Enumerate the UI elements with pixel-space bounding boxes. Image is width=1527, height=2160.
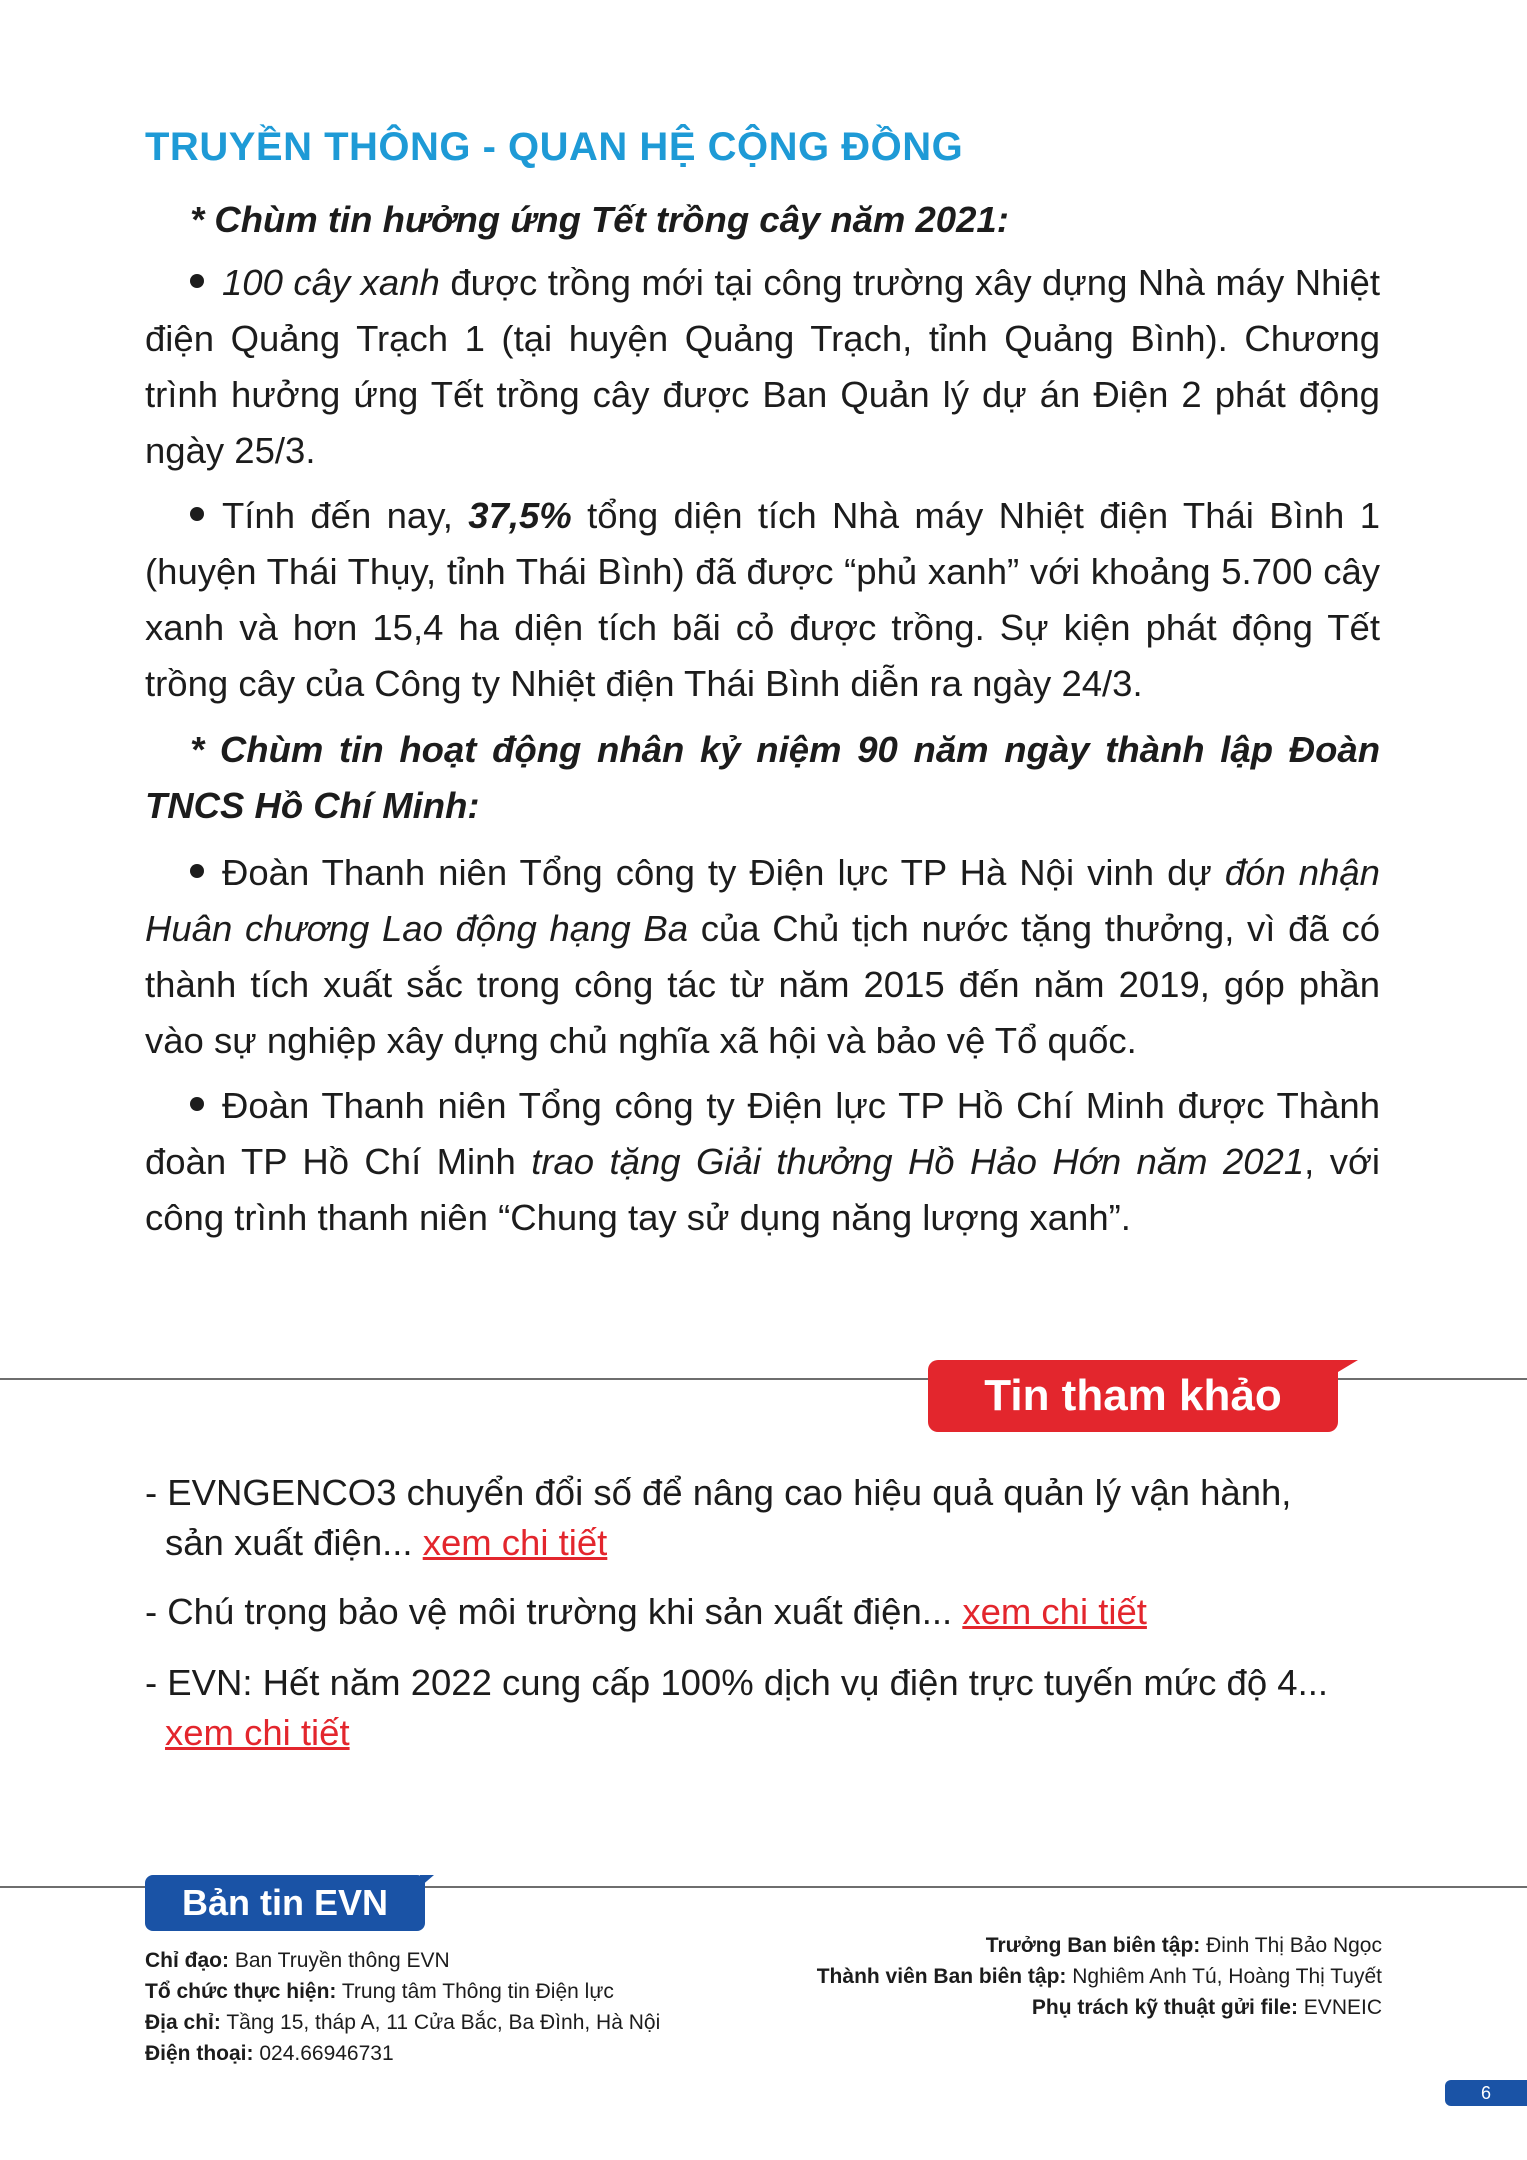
group2-item2 [145, 1078, 1380, 1246]
reference-item-3-text: - EVN: Hết năm 2022 cung cấp 100% dịch vụ điện trực tuyến mức độ 4... [145, 1662, 1329, 1703]
reference-item-2-link[interactable]: xem chi tiết [962, 1591, 1147, 1632]
group1-item1 [145, 255, 1380, 479]
reference-item-1-line1: - EVNGENCO3 chuyển đổi số để nâng cao hiệu quả quản lý vận hành, [145, 1472, 1292, 1513]
group2-item1-text: của Chủ tịch nước tặng thưởng, vì đã có thành tích xuất sắc trong công tác từ năm 2015 đến năm 2019, góp phần vào sự nghiệp xây dựng chủ nghĩa xã hội và bảo vệ Tổ quốc. [145, 908, 1380, 1061]
page-number: 6 [1445, 2080, 1527, 2106]
credit-label: Phụ trách kỹ thuật gửi file: [1031, 1996, 1298, 2019]
group2-item1-emphasis: đón nhận Huân chương Lao động hạng Ba [145, 852, 1380, 949]
credit-value: Đinh Thị Bảo Ngọc [1200, 1934, 1382, 1957]
credit-label: Địa chỉ: [145, 2011, 221, 2034]
credit-label: Chỉ đạo: [145, 1949, 229, 1972]
group2-item2-emphasis: trao tặng Giải thưởng Hồ Hảo Hớn năm 2021 [531, 1141, 1305, 1182]
bullet-icon [190, 864, 204, 878]
credit-value: 024.66946731 [253, 2042, 394, 2065]
group1-item1-text: được trồng mới tại công trường xây dựng Nhà máy Nhiệt điện Quảng Trạch 1 (tại huyện Quảng Trạch, tỉnh Quảng Bình). Chương trình hưởng ứng Tết trồng cây được Ban Quản lý dự án Điện 2 phát động ngày 25/3. [145, 262, 1380, 471]
credit-value: Trung tâm Thông tin Điện lực [336, 1980, 614, 2003]
group2-item2-text: , với công trình thanh niên “Chung tay sử dụng năng lượng xanh”. [145, 1141, 1381, 1238]
credit-label: Trưởng Ban biên tập: [985, 1934, 1201, 1957]
group2-item1-pre: Đoàn Thanh niên Tổng công ty Điện lực TP Hà Nội vinh dự [222, 852, 1225, 893]
group1-heading: * Chùm tin hưởng ứng Tết trồng cây năm 2021: [190, 199, 1009, 240]
credit-label: Thành viên Ban biên tập: [816, 1965, 1067, 1988]
reference-tag: Tin tham khảo [928, 1360, 1338, 1432]
brand-tag: Bản tin EVN [145, 1875, 425, 1931]
group2-item2-pre: Đoàn Thanh niên Tổng công ty Điện lực TP Hồ Chí Minh được Thành đoàn TP Hồ Chí Minh [145, 1085, 1380, 1182]
reference-item-3 [145, 1658, 1385, 1758]
group1-item1-emphasis: 100 cây xanh [222, 262, 440, 303]
reference-item-1-link[interactable]: xem chi tiết [422, 1522, 608, 1563]
reference-item-2 [145, 1587, 1385, 1637]
bullet-icon [190, 274, 204, 288]
footer-right-credits [700, 1930, 1382, 2023]
credit-label: Tổ chức thực hiện: [145, 1980, 337, 2003]
group1-item2-strong: 37,5% [468, 495, 572, 536]
bullet-icon [190, 507, 204, 521]
footer-left-credits [145, 1945, 660, 2069]
group1-item2 [145, 488, 1380, 712]
credit-value: Tầng 15, tháp A, 11 Cửa Bắc, Ba Đình, Hà Nội [220, 2011, 661, 2034]
bullet-icon [190, 1097, 204, 1111]
credit-value: EVNEIC [1297, 1996, 1382, 2019]
reference-item-2-text: - Chú trọng bảo vệ môi trường khi sản xuất điện... [145, 1591, 963, 1632]
reference-item-1-line2: sản xuất điện... [165, 1522, 423, 1563]
group1-item2-text: tổng diện tích Nhà máy Nhiệt điện Thái Bình 1 (huyện Thái Thụy, tỉnh Thái Bình) đã được “phủ xanh” với khoảng 5.700 cây xanh và hơn 15,4 ha diện tích bãi cỏ được trồng. Sự kiện phát động Tết trồng cây của Công ty Nhiệt điện Thái Bình diễn ra ngày 24/3. [145, 495, 1380, 704]
credit-value: Nghiêm Anh Tú, Hoàng Thị Tuyết [1066, 1965, 1382, 1988]
group2-item1 [145, 845, 1380, 1069]
credit-value: Ban Truyền thông EVN [229, 1949, 450, 1972]
group1-item2-pre: Tính đến nay, [222, 495, 469, 536]
credit-label: Điện thoại: [145, 2042, 254, 2065]
group2-heading: * Chùm tin hoạt động nhân kỷ niệm 90 năm ngày thành lập Đoàn TNCS Hồ Chí Minh: [145, 729, 1380, 826]
reference-item-1 [145, 1468, 1385, 1568]
reference-item-3-link[interactable]: xem chi tiết [165, 1712, 350, 1753]
section-title: TRUYỀN THÔNG - QUAN HỆ CỘNG ĐỒNG [145, 125, 964, 169]
